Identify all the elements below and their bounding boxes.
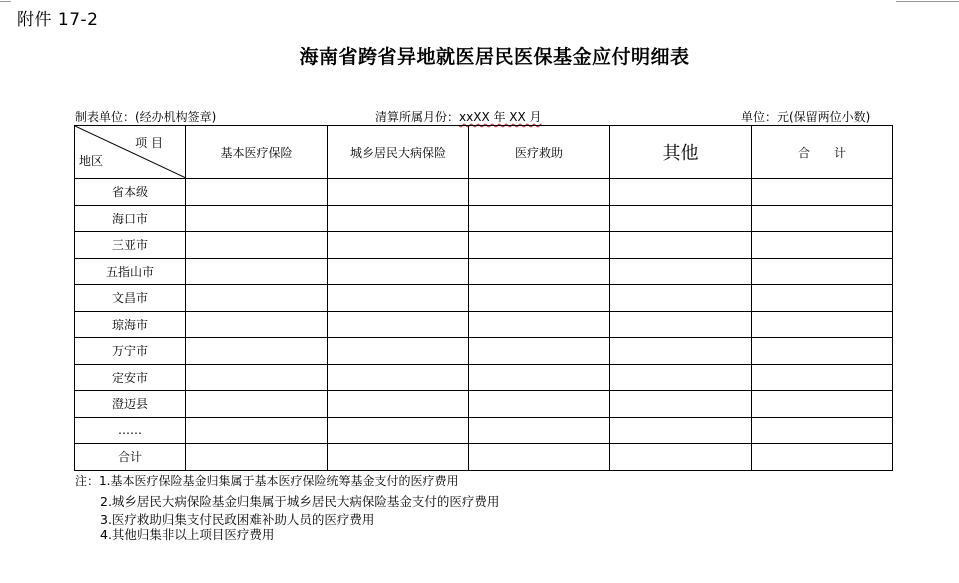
data-cell — [752, 338, 893, 365]
region-cell: 万宁市 — [75, 338, 186, 365]
data-cell — [469, 391, 610, 418]
data-cell — [752, 417, 893, 444]
data-cell — [328, 258, 469, 285]
data-cell — [752, 258, 893, 285]
data-cell — [752, 205, 893, 232]
data-cell — [328, 179, 469, 206]
data-cell — [469, 338, 610, 365]
data-cell — [752, 391, 893, 418]
data-cell — [610, 338, 752, 365]
data-cell — [610, 444, 752, 471]
data-cell — [186, 258, 328, 285]
data-cell — [328, 285, 469, 312]
data-cell — [186, 338, 328, 365]
table-row — [75, 417, 893, 444]
data-cell — [610, 311, 752, 338]
data-cell — [610, 417, 752, 444]
table-row — [75, 285, 893, 312]
corner-header-cell — [75, 126, 186, 179]
page-corner-mark — [0, 1, 11, 2]
region-cell: 三亚市 — [75, 232, 186, 259]
data-cell — [328, 391, 469, 418]
note-line: 4.其他归集非以上项目医疗费用 — [100, 527, 275, 542]
table-row — [75, 232, 893, 259]
region-cell: 定安市 — [75, 364, 186, 391]
data-cell — [328, 205, 469, 232]
data-cell — [610, 205, 752, 232]
note-line: 3.医疗救助归集支付民政困难补助人员的医疗费用 — [100, 512, 375, 527]
data-cell — [752, 285, 893, 312]
data-cell — [469, 205, 610, 232]
region-cell-total: 合计 — [75, 444, 186, 471]
column-header-basic-insurance: 基本医疗保险 — [186, 126, 328, 179]
data-cell — [469, 417, 610, 444]
data-cell — [469, 311, 610, 338]
data-cell — [186, 444, 328, 471]
period-label: 清算所属月份： — [375, 110, 460, 124]
data-cell — [328, 417, 469, 444]
region-cell: 海口市 — [75, 205, 186, 232]
data-cell — [752, 311, 893, 338]
region-cell: 省本级 — [75, 179, 186, 206]
period-field — [375, 108, 542, 125]
data-cell — [469, 258, 610, 285]
data-cell — [610, 179, 752, 206]
region-cell: 五指山市 — [75, 258, 186, 285]
attachment-label: 附件 17-2 — [17, 10, 99, 30]
column-header-other: 其他 — [610, 126, 752, 179]
data-cell — [610, 258, 752, 285]
data-cell — [469, 364, 610, 391]
table-row — [75, 258, 893, 285]
data-cell — [752, 232, 893, 259]
data-cell — [328, 232, 469, 259]
data-cell — [469, 444, 610, 471]
period-value: xxXX 年 XX 月 — [459, 110, 542, 124]
region-cell: …… — [75, 417, 186, 444]
table-row — [75, 205, 893, 232]
region-cell: 琼海市 — [75, 311, 186, 338]
currency-unit-label: 单位：元(保留两位小数) — [741, 110, 871, 124]
table-row — [75, 364, 893, 391]
data-cell — [328, 444, 469, 471]
data-cell — [186, 391, 328, 418]
data-cell — [469, 232, 610, 259]
table-row — [75, 311, 893, 338]
table-row — [75, 179, 893, 206]
data-cell — [752, 444, 893, 471]
table-row — [75, 338, 893, 365]
data-cell — [469, 179, 610, 206]
data-cell — [610, 232, 752, 259]
data-cell — [328, 338, 469, 365]
data-cell — [752, 364, 893, 391]
data-cell — [186, 205, 328, 232]
table-total-row — [75, 444, 893, 471]
detail-table — [74, 125, 893, 471]
table-row — [75, 391, 893, 418]
corner-region-label: 地区 — [79, 154, 104, 168]
region-cell: 文昌市 — [75, 285, 186, 312]
page-title: 海南省跨省异地就医居民医保基金应付明细表 — [299, 46, 690, 68]
data-cell — [186, 311, 328, 338]
data-cell — [752, 179, 893, 206]
table-header-row — [75, 126, 893, 179]
data-cell — [186, 364, 328, 391]
column-header-total: 合 计 — [752, 126, 893, 179]
column-header-critical-illness: 城乡居民大病保险 — [328, 126, 469, 179]
data-cell — [186, 285, 328, 312]
data-cell — [328, 364, 469, 391]
data-cell — [610, 285, 752, 312]
data-cell — [328, 311, 469, 338]
note-line: 注：1.基本医疗保险基金归集属于基本医疗保险统筹基金支付的医疗费用 — [75, 474, 459, 488]
data-cell — [469, 285, 610, 312]
region-cell: 澄迈县 — [75, 391, 186, 418]
corner-item-label: 项 目 — [135, 136, 163, 150]
unit-org-label: 制表单位：(经办机构签章) — [75, 110, 217, 124]
data-cell — [186, 232, 328, 259]
data-cell — [186, 417, 328, 444]
data-cell — [186, 179, 328, 206]
note-line: 2.城乡居民大病保险基金归集属于城乡居民大病保险基金支付的医疗费用 — [100, 494, 500, 509]
column-header-medical-assistance: 医疗救助 — [469, 126, 610, 179]
data-cell — [610, 391, 752, 418]
page-corner-mark — [896, 1, 959, 2]
data-cell — [610, 364, 752, 391]
